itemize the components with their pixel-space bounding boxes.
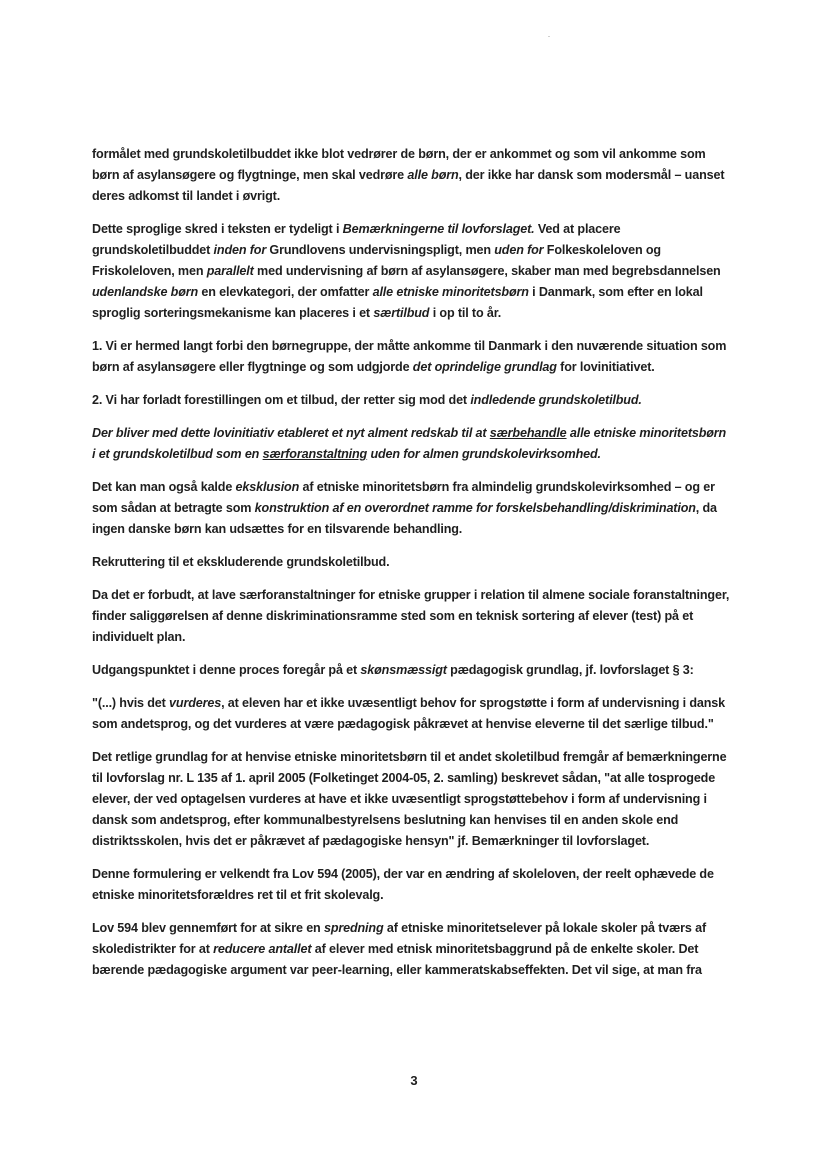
document-body [92, 144, 732, 993]
text-run: med undervisning af børn af asylansøgere, skaber man med begrebsdannelsen [253, 264, 721, 278]
text-run-italic: særtilbud [373, 306, 430, 320]
text-run: Ved at placere grundskoletilbuddet [92, 222, 621, 257]
text-run-underlined: særforanstaltning [262, 447, 368, 461]
text-run: Det retlige grundlag for at henvise etniske minoritetsbørn til et andet skoletilbud fremgår af bemærkningerne til lovforslag nr. L 135 af 1. april 2005 (Folketinget 2004-05, 2. samling) beskrevet sådan, "at alle tosprogede elever, der ved optagelsen vurderes at have et ikke uvæsentligt sprogstøttebehov i form af undervisning i dansk som andetsprog, efter kommunalbestyrelsens beslutning kan henvises til en anden skole end distriktsskolen, hvis det er påkrævet af pædagogiske hensyn" jf. Bemærkninger til lovforslaget. [92, 750, 727, 848]
text-run: , da ingen danske børn kan udsættes for en tilsvarende behandling. [92, 501, 717, 536]
text-run-underlined: særbehandle [489, 426, 567, 440]
paragraph-10 [92, 747, 732, 852]
text-run: uden for almen grundskolevirksomhed. [367, 447, 601, 461]
text-run: , at eleven har et ikke uvæsentligt behov for sprogstøtte i form af undervisning i dansk som andetsprog, og det vurderes at være pædagogisk påkrævet at henvise eleverne til det særlige tilbud." [92, 696, 726, 731]
text-run-italic: reducere antallet [213, 942, 312, 956]
text-run-italic: uden for [494, 243, 544, 257]
paragraph-11 [92, 864, 732, 906]
text-run: af etniske minoritetselever på lokale skoler på tværs af skoledistrikter for at [92, 921, 707, 956]
paragraph-1 [92, 144, 732, 207]
paragraph-8 [92, 660, 732, 681]
text-run: Denne formulering er velkendt fra Lov 594 (2005), der var en ændring af skoleloven, der reelt ophævede de etniske minoritetsforældres ret til et frit skolevalg. [92, 867, 714, 902]
text-run: Udgangspunktet i denne proces foregår på et [92, 663, 361, 677]
text-run: Der bliver med dette lovinitiativ etableret et nyt alment redskab til at [92, 426, 490, 440]
paragraph-7 [92, 585, 732, 648]
text-run-italic: parallelt [206, 264, 254, 278]
text-run: for lovinitiativet. [556, 360, 655, 374]
text-run-italic: indledende grundskoletilbud. [470, 393, 642, 407]
section-heading: Rekruttering til et ekskluderende grundskoletilbud. [92, 555, 390, 569]
text-run: Folkeskoleloven og Friskoleloven, men [92, 243, 661, 278]
text-run-italic: inden for [213, 243, 267, 257]
text-run: formålet med grundskoletilbuddet ikke blot vedrører de børn, der er ankommet og som vil ankomme som børn af asylansøgere og flygtninge, men skal vedrøre [92, 147, 706, 182]
paragraph-4 [92, 390, 732, 411]
text-run: 1. Vi er hermed langt forbi den børnegruppe, der måtte ankomme til Danmark i den nuværende situation som børn af asylansøgere eller flygtninge og som udgjorde [92, 339, 727, 374]
paragraph-3 [92, 336, 732, 378]
paragraph-12 [92, 918, 732, 981]
text-run-italic: det oprindelige grundlag [412, 360, 557, 374]
text-run: Lov 594 blev gennemført for at sikre en [92, 921, 324, 935]
text-run: "(...) hvis det [92, 696, 170, 710]
text-run: Det kan man også kalde [92, 480, 236, 494]
quote-paragraph [92, 693, 732, 735]
text-run-italic: skønsmæssigt [360, 663, 447, 677]
text-run-italic: konstruktion af en overordnet ramme for forskelsbehandling/diskrimination [254, 501, 696, 515]
text-run: alle etniske minoritetsbørn i et grundskoletilbud som en [92, 426, 727, 461]
text-run: 2. Vi har forladt forestillingen om et tilbud, der retter sig mod det [92, 393, 471, 407]
text-run: i op til to år. [429, 306, 502, 320]
text-run: en elevkategori, der omfatter [198, 285, 373, 299]
text-run: i Danmark, som efter en lokal sproglig sorteringsmekanisme kan placeres i et [92, 285, 703, 320]
text-run-italic: udenlandske børn [92, 285, 199, 299]
text-run-italic: alle etniske minoritetsbørn [372, 285, 529, 299]
text-run: pædagogisk grundlag, jf. lovforslaget § 3: [446, 663, 694, 677]
text-run: Dette sproglige skred i teksten er tydeligt i [92, 222, 343, 236]
paragraph-6 [92, 477, 732, 540]
scan-speck [548, 36, 550, 37]
text-run-italic: Bemærkningerne til lovforslaget. [342, 222, 535, 236]
text-run: , der ikke har dansk som modersmål – uanset deres adkomst til landet i øvrigt. [92, 168, 725, 203]
text-run-italic: eksklusion [235, 480, 300, 494]
paragraph-5 [92, 423, 732, 465]
text-run: af elever med etnisk minoritetsbaggrund på de enkelte skoler. Det bærende pædagogiske argument var peer-learning, eller kammeratskabseffekten. Det vil sige, at man fra [92, 942, 702, 977]
text-run: af etniske minoritetsbørn fra almindelig grundskolevirksomhed – og er som sådan at betragte som [92, 480, 715, 515]
text-run-italic: vurderes [169, 696, 222, 710]
page-number: 3 [410, 1073, 418, 1088]
text-run: Grundlovens undervisningspligt, men [266, 243, 495, 257]
paragraph-2 [92, 219, 732, 324]
text-run-italic: alle børn [407, 168, 459, 182]
text-run: Da det er forbudt, at lave særforanstaltninger for etniske grupper i relation til almene sociale foranstaltninger, finder saliggørelsen af denne diskriminationsramme sted som en teknisk sortering af elever (test) på et individuelt plan. [92, 588, 730, 644]
text-run-italic: spredning [323, 921, 384, 935]
